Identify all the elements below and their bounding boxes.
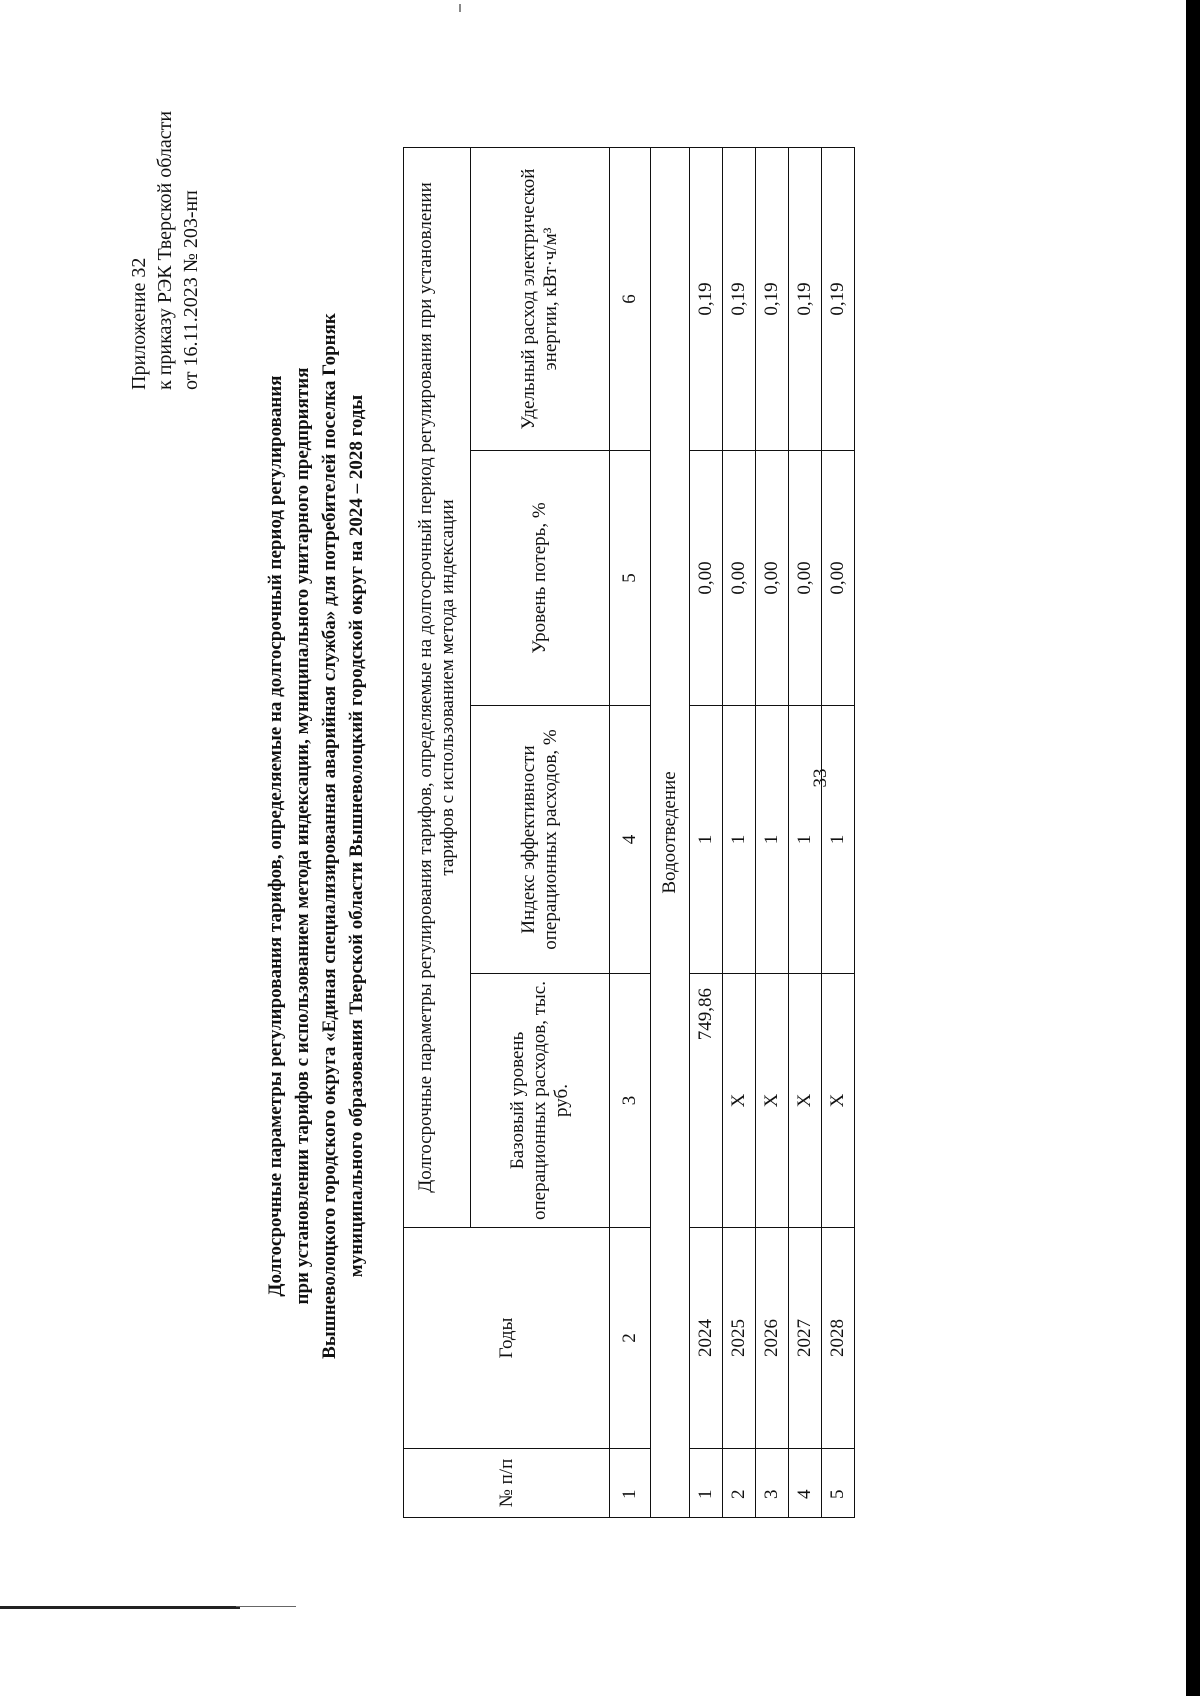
row-efficiency-index: 1 <box>822 706 855 974</box>
row-base-opex: X <box>756 974 789 1228</box>
row-energy-consumption: 0,19 <box>789 147 822 450</box>
row-number: 5 <box>822 1449 855 1518</box>
numbering-cell: 1 <box>610 1449 651 1518</box>
table-header-row-1 <box>404 147 471 1517</box>
row-number: 3 <box>756 1449 789 1518</box>
title-line-3: Вышневолоцкого городского округа «Единая специализированная аварийная служба» для потребителей поселка Горняк <box>319 313 340 1359</box>
row-base-opex: 749,86 <box>690 974 723 1228</box>
page-number: 33 <box>810 768 831 788</box>
header-base-opex: Базовый уровень операционных расходов, тыс. руб. <box>471 974 610 1228</box>
row-year: 2027 <box>789 1228 822 1449</box>
row-loss-level: 0,00 <box>756 451 789 706</box>
row-year: 2024 <box>690 1228 723 1449</box>
table-row <box>789 147 822 1517</box>
appendix-line-2: к приказу РЭК Тверской области <box>154 110 176 390</box>
document-title <box>262 186 370 1486</box>
numbering-cell: 2 <box>610 1228 651 1449</box>
row-loss-level: 0,00 <box>789 451 822 706</box>
table-row <box>822 147 855 1517</box>
table-row <box>690 147 723 1517</box>
row-efficiency-index: 1 <box>723 706 756 974</box>
numbering-cell: 3 <box>610 974 651 1228</box>
header-loss-level: Уровень потерь, % <box>471 451 610 706</box>
row-energy-consumption: 0,19 <box>690 147 723 450</box>
numbering-cell: 4 <box>610 706 651 974</box>
appendix-block <box>126 111 204 390</box>
row-energy-consumption: 0,19 <box>756 147 789 450</box>
row-number: 2 <box>723 1449 756 1518</box>
row-efficiency-index: 1 <box>789 706 822 974</box>
numbering-cell: 5 <box>610 451 651 706</box>
title-line-2: при установлении тарифов с использованием метода индексации, муниципального унитарного предприятия <box>292 367 313 1305</box>
row-base-opex: X <box>822 974 855 1228</box>
header-no: № п/п <box>404 1449 610 1518</box>
row-energy-consumption: 0,19 <box>822 147 855 450</box>
row-number: 1 <box>690 1449 723 1518</box>
appendix-line-3: от 16.11.2023 № 203-нп <box>180 190 202 390</box>
row-number: 4 <box>789 1449 822 1518</box>
appendix-line-1: Приложение 32 <box>128 257 150 390</box>
section-title: Водоотведение <box>651 147 690 1517</box>
row-loss-level: 0,00 <box>723 451 756 706</box>
parameters-table <box>403 147 855 1518</box>
row-base-opex: X <box>789 974 822 1228</box>
numbering-cell: 6 <box>610 147 651 450</box>
table-row <box>756 147 789 1517</box>
table-numbering-row <box>610 147 651 1517</box>
row-loss-level: 0,00 <box>690 451 723 706</box>
row-efficiency-index: 1 <box>690 706 723 974</box>
title-line-1: Долгосрочные параметры регулирования тарифов, определяемые на долгосрочный период регулирования <box>265 375 286 1297</box>
header-group: Долгосрочные параметры регулирования тарифов, определяемые на долгосрочный период регулирования при установлении тарифов с использованием метода индексации <box>404 147 471 1227</box>
header-energy-consumption: Удельный расход электрической энергии, кВт·ч/м³ <box>471 147 610 450</box>
header-efficiency-index: Индекс эффективности операционных расходов, % <box>471 706 610 974</box>
row-year: 2026 <box>756 1228 789 1449</box>
row-efficiency-index: 1 <box>756 706 789 974</box>
row-loss-level: 0,00 <box>822 451 855 706</box>
row-base-opex: X <box>723 974 756 1228</box>
title-line-4: муниципального образования Тверской области Вышневолоцкий городской округ на 2024 – 2028 годы <box>346 394 367 1278</box>
section-row <box>651 147 690 1517</box>
table-row <box>723 147 756 1517</box>
row-year: 2025 <box>723 1228 756 1449</box>
row-energy-consumption: 0,19 <box>723 147 756 450</box>
header-years: Годы <box>404 1228 610 1449</box>
row-year: 2028 <box>822 1228 855 1449</box>
